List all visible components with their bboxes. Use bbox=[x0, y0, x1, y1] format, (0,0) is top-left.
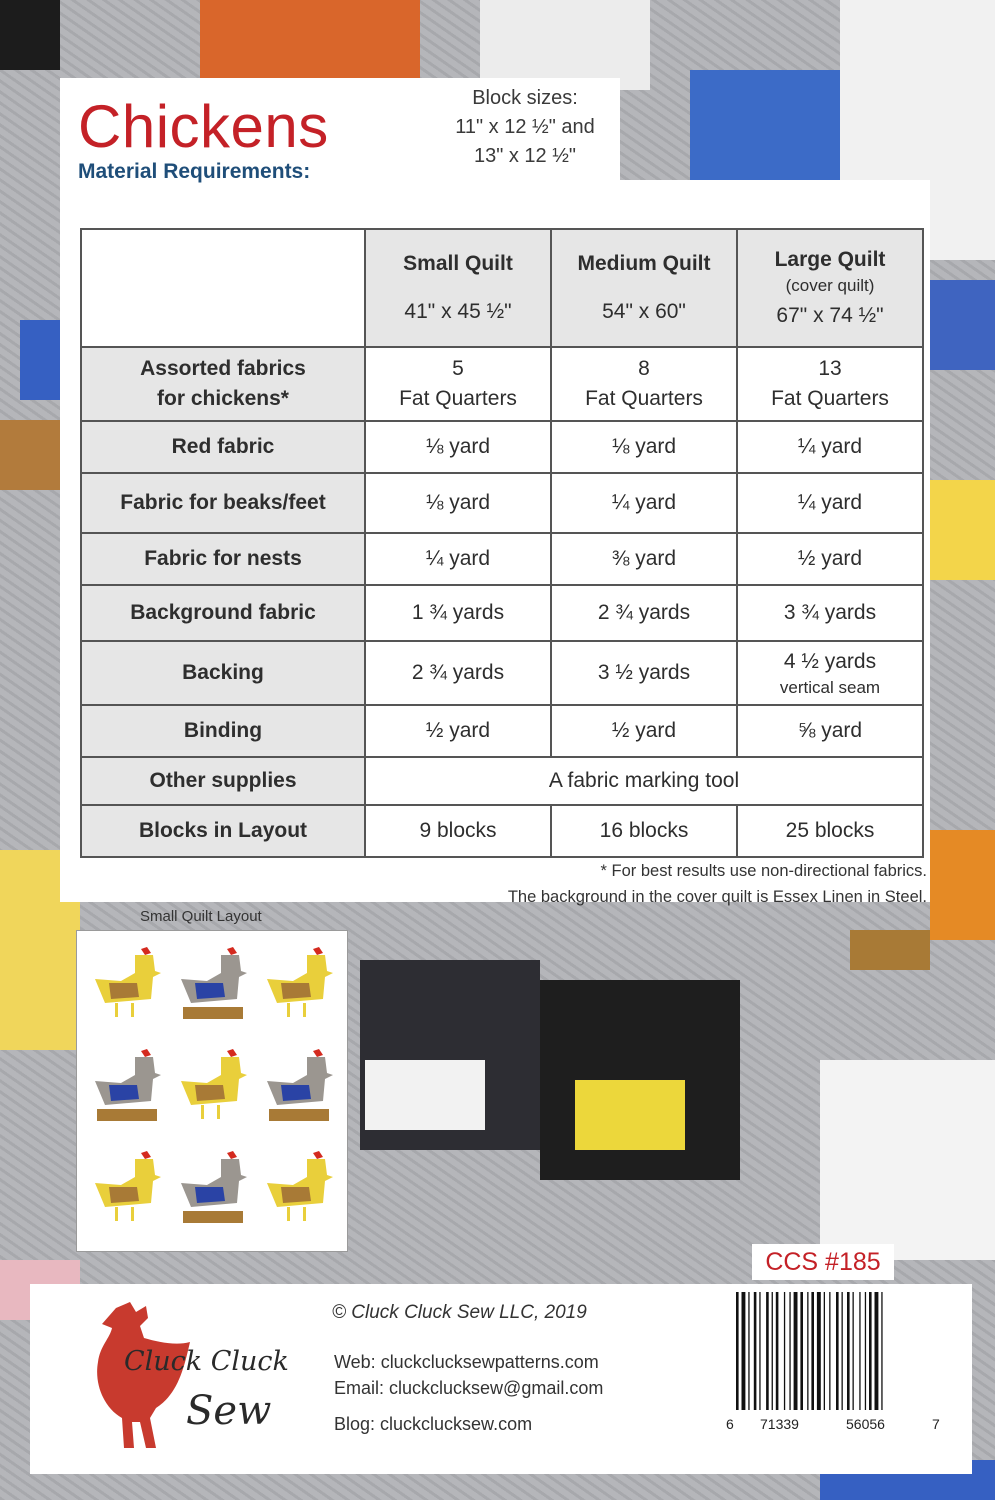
barcode-bar bbox=[800, 1292, 803, 1410]
barcode-bar bbox=[881, 1292, 882, 1410]
barcode-bar bbox=[829, 1292, 830, 1410]
barcode-bar bbox=[784, 1292, 785, 1410]
table-cell: ¼ yard bbox=[551, 473, 737, 533]
cell-line: 13 bbox=[818, 357, 842, 380]
table-row bbox=[81, 705, 923, 757]
fabric-patch bbox=[850, 930, 930, 970]
fabric-patch bbox=[200, 0, 420, 80]
header-corner-cell bbox=[81, 229, 365, 347]
barcode-digit: 56056 bbox=[846, 1416, 885, 1432]
table-row bbox=[81, 585, 923, 641]
table-cell: 16 blocks bbox=[551, 805, 737, 857]
barcode-bar bbox=[865, 1292, 866, 1410]
block-sizes-line: Block sizes: bbox=[472, 87, 578, 109]
row-label-line: Assorted fabrics bbox=[140, 357, 306, 380]
barcode-digit: 6 bbox=[726, 1416, 734, 1432]
table-row bbox=[81, 757, 923, 805]
column-note: (cover quilt) bbox=[785, 276, 875, 295]
barcode-bar bbox=[817, 1292, 821, 1410]
table-cell bbox=[737, 347, 923, 421]
table-cell: 9 blocks bbox=[365, 805, 551, 857]
table-cell bbox=[551, 347, 737, 421]
column-name: Medium Quilt bbox=[577, 252, 711, 275]
fabric-patch bbox=[0, 0, 60, 70]
fabric-patch bbox=[930, 480, 995, 580]
web-address: Web: cluckclucksewpatterns.com bbox=[334, 1352, 599, 1372]
barcode-bar bbox=[789, 1292, 790, 1410]
cell-subline: vertical seam bbox=[779, 678, 881, 697]
barcode-bar bbox=[766, 1292, 769, 1410]
table-cell: ¼ yard bbox=[737, 473, 923, 533]
table-row bbox=[81, 805, 923, 857]
quilt-block-chicken bbox=[177, 945, 249, 1031]
fabric-patch bbox=[575, 1080, 685, 1150]
barcode-bar bbox=[754, 1292, 757, 1410]
barcode-bar bbox=[847, 1292, 850, 1410]
barcode-bar bbox=[842, 1292, 843, 1410]
fabric-patch bbox=[365, 1060, 485, 1130]
barcode-bar bbox=[807, 1292, 808, 1410]
footnote-line: The background in the cover quilt is Essex Linen in Steel. bbox=[507, 888, 927, 906]
column-dimensions: 41" x 45 ½" bbox=[404, 300, 512, 323]
barcode-bar bbox=[794, 1292, 798, 1410]
quilt-block-chicken bbox=[263, 1149, 335, 1235]
cell-line: 8 bbox=[638, 357, 650, 380]
table-row bbox=[81, 473, 923, 533]
barcode-digit: 7 bbox=[932, 1416, 940, 1432]
fabric-patch bbox=[930, 280, 995, 370]
table-cell: ⅛ yard bbox=[551, 421, 737, 473]
table-row bbox=[81, 347, 923, 421]
column-header-medium bbox=[551, 229, 737, 347]
table-row bbox=[81, 421, 923, 473]
table-cell: ⅛ yard bbox=[365, 473, 551, 533]
row-label: Background fabric bbox=[81, 585, 365, 641]
barcode-bar bbox=[824, 1292, 825, 1410]
cell-line: Fat Quarters bbox=[399, 387, 517, 410]
block-sizes bbox=[430, 84, 620, 171]
email-address: Email: cluckclucksew@gmail.com bbox=[334, 1378, 604, 1398]
blog-address: Blog: cluckclucksew.com bbox=[334, 1414, 533, 1434]
barcode-bar bbox=[836, 1292, 839, 1410]
quilt-block-chicken bbox=[177, 1047, 249, 1133]
cell-line: 5 bbox=[452, 357, 464, 380]
fabric-patch bbox=[20, 320, 65, 400]
row-label-line: for chickens* bbox=[157, 387, 289, 410]
table-cell: A fabric marking tool bbox=[365, 757, 923, 805]
table-cell: 25 blocks bbox=[737, 805, 923, 857]
fabric-patch bbox=[820, 1060, 995, 1260]
barcode-bar bbox=[759, 1292, 760, 1410]
column-dimensions: 54" x 60" bbox=[602, 300, 686, 323]
barcode-bar bbox=[776, 1292, 779, 1410]
table-cell: ⅝ yard bbox=[737, 705, 923, 757]
table-cell: 2 ¾ yards bbox=[551, 585, 737, 641]
barcode-bar bbox=[736, 1292, 739, 1410]
quilt-block-chicken bbox=[263, 1047, 335, 1133]
layout-label: Small Quilt Layout bbox=[140, 908, 262, 925]
barcode-bar bbox=[859, 1292, 860, 1410]
row-label: Backing bbox=[81, 641, 365, 705]
fabric-patch bbox=[930, 830, 995, 940]
material-requirements-heading: Material Requirements: bbox=[78, 160, 311, 183]
table-row bbox=[81, 641, 923, 705]
logo-wordmark: Sew bbox=[186, 1388, 272, 1434]
column-header-small bbox=[365, 229, 551, 347]
row-label: Other supplies bbox=[81, 757, 365, 805]
table-cell: ½ yard bbox=[737, 533, 923, 585]
material-requirements-table bbox=[80, 228, 924, 858]
table-cell bbox=[365, 347, 551, 421]
column-dimensions: 67" x 74 ½" bbox=[776, 304, 884, 327]
table-cell: ⅜ yard bbox=[551, 533, 737, 585]
small-quilt-layout bbox=[76, 930, 348, 1252]
block-sizes-line: 11" x 12 ½" and bbox=[455, 116, 595, 138]
quilt-block-chicken bbox=[177, 1149, 249, 1235]
quilt-block-chicken bbox=[91, 945, 163, 1031]
table-cell: 3 ½ yards bbox=[551, 641, 737, 705]
table-cell: 2 ¾ yards bbox=[365, 641, 551, 705]
row-label: Fabric for nests bbox=[81, 533, 365, 585]
column-header-large bbox=[737, 229, 923, 347]
table-cell: 1 ¾ yards bbox=[365, 585, 551, 641]
table-row bbox=[81, 533, 923, 585]
table-cell: ¼ yard bbox=[737, 421, 923, 473]
pattern-title: Chickens bbox=[78, 93, 329, 160]
barcode-bar bbox=[772, 1292, 773, 1410]
barcode-bar bbox=[748, 1292, 749, 1410]
footnote-line: * For best results use non-directional fabrics. bbox=[600, 862, 927, 880]
barcode-bar bbox=[875, 1292, 879, 1410]
hen-logo-icon bbox=[86, 1298, 196, 1470]
row-label: Red fabric bbox=[81, 421, 365, 473]
fabric-patch bbox=[480, 0, 650, 90]
barcode-digit: 71339 bbox=[760, 1416, 799, 1432]
row-label: Blocks in Layout bbox=[81, 805, 365, 857]
table-cell: 3 ¾ yards bbox=[737, 585, 923, 641]
table-cell: ½ yard bbox=[365, 705, 551, 757]
row-label: Binding bbox=[81, 705, 365, 757]
quilt-block-chicken bbox=[91, 1149, 163, 1235]
table-cell bbox=[737, 641, 923, 705]
barcode bbox=[732, 1292, 932, 1410]
table-cell: ¼ yard bbox=[365, 533, 551, 585]
cell-line: 4 ½ yards bbox=[783, 650, 877, 673]
fabric-patch bbox=[0, 420, 60, 490]
row-label: Fabric for beaks/feet bbox=[81, 473, 365, 533]
table-cell: ⅛ yard bbox=[365, 421, 551, 473]
column-name: Large Quilt bbox=[774, 248, 886, 271]
barcode-bar bbox=[853, 1292, 854, 1410]
cell-line: Fat Quarters bbox=[585, 387, 703, 410]
pattern-number: CCS #185 bbox=[752, 1244, 894, 1280]
block-sizes-line: 13" x 12 ½" bbox=[473, 145, 577, 167]
quilt-block-chicken bbox=[91, 1047, 163, 1133]
table-header-row bbox=[81, 229, 923, 347]
column-name: Small Quilt bbox=[403, 252, 513, 275]
barcode-bar bbox=[869, 1292, 872, 1410]
quilt-block-chicken bbox=[263, 945, 335, 1031]
row-label bbox=[81, 347, 365, 421]
cell-line: Fat Quarters bbox=[771, 387, 889, 410]
barcode-bar bbox=[811, 1292, 814, 1410]
copyright: © Cluck Cluck Sew LLC, 2019 bbox=[332, 1302, 587, 1323]
table-cell: ½ yard bbox=[551, 705, 737, 757]
footnote bbox=[407, 858, 927, 910]
logo-wordmark: Cluck Cluck bbox=[124, 1346, 289, 1377]
barcode-bar bbox=[742, 1292, 746, 1410]
